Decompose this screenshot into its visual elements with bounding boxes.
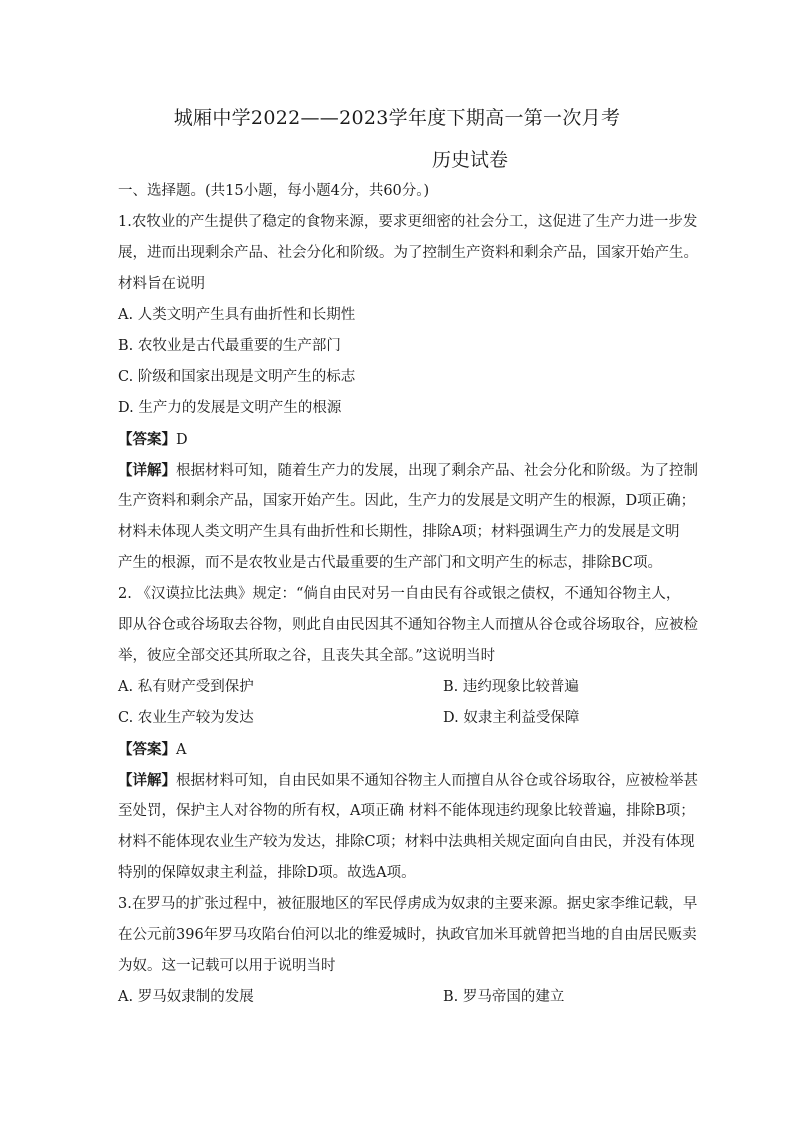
analysis-text: 根据材料可知，自由民如果不通知谷物主人而擅自从谷仓或谷场取谷，应被检举甚 <box>176 773 698 789</box>
q2-answer <box>118 741 186 759</box>
exam-title: 城厢中学2022——2023学年度下期高一第一次月考 <box>173 107 621 129</box>
q1-stem-line: 1.农牧业的产生提供了稳定的食物来源，要求更细密的社会分工，这促进了生产力进一步发 <box>118 214 698 230</box>
section-heading: 一、选择题。(共15小题，每小题4分，共60分。) <box>118 183 430 199</box>
q3-stem-line: 为奴。这一记载可以用于说明当时 <box>118 958 336 974</box>
q2-analysis-line: 特别的保障奴隶主利益，排除D项。故选A项。 <box>118 865 416 881</box>
q3-option-a: A. 罗马奴隶制的发展 <box>118 989 254 1005</box>
q2-option-c: C. 农业生产较为发达 <box>118 710 254 726</box>
analysis-label: 【详解】 <box>118 462 176 479</box>
analysis-text: 根据材料可知，随着生产力的发展，出现了剩余产品、社会分化和阶级。为了控制 <box>176 463 698 479</box>
q1-stem-line: 材料旨在说明 <box>118 276 205 292</box>
q2-option-a: A. 私有财产受到保护 <box>118 679 254 695</box>
q1-analysis-line: 产生的根源，而不是农牧业是古代最重要的生产部门和文明产生的标志，排除BC项。 <box>118 555 663 571</box>
q2-option-d: D. 奴隶主利益受保障 <box>443 710 580 726</box>
answer-label: 【答案】 <box>118 741 176 758</box>
q3-stem-line: 3.在罗马的扩张过程中，被征服地区的军民俘虏成为奴隶的主要来源。据史家李维记载，早 <box>118 896 698 912</box>
exam-subtitle: 历史试卷 <box>432 149 509 171</box>
q1-stem-line: 展，进而出现剩余产品、社会分化和阶级。为了控制生产资料和剩余产品，国家开始产生。 <box>118 245 698 261</box>
q2-analysis-line: 材料不能体现农业生产较为发达，排除C项；材料中法典相关规定面向自由民，并没有体现 <box>118 834 695 850</box>
q1-analysis-line: 生产资料和剩余产品，国家开始产生。因此，生产力的发展是文明产生的根源，D项正确； <box>118 493 696 509</box>
q1-analysis-line <box>118 462 698 480</box>
q1-answer <box>118 431 188 449</box>
q2-stem-line: 举，彼应全部交还其所取之谷，且丧失其全部。”这说明当时 <box>118 648 496 664</box>
q2-stem-line: 即从谷仓或谷场取去谷物，则此自由民因其不通知谷物主人而擅从谷仓或谷场取谷，应被检 <box>118 617 698 633</box>
q3-option-b: B. 罗马帝国的建立 <box>443 989 565 1005</box>
answer-label: 【答案】 <box>118 431 176 448</box>
q2-stem-line: 2. 《汉谟拉比法典》规定：“倘自由民对另一自由民有谷或银之债权，不通知谷物主人， <box>118 586 681 602</box>
q2-analysis-line: 至处罚，保护主人对谷物的所有权，A项正确 材料不能体现违约现象比较普遍，排除B项； <box>118 803 695 819</box>
q3-stem-line: 在公元前396年罗马攻陷台伯河以北的维爱城时，执政官加米耳就曾把当地的自由居民贩卖 <box>118 927 697 943</box>
q1-option-b: B. 农牧业是古代最重要的生产部门 <box>118 338 341 354</box>
answer-value: A <box>176 742 187 758</box>
q1-option-a: A. 人类文明产生具有曲折性和长期性 <box>118 307 356 323</box>
q1-option-c: C. 阶级和国家出现是文明产生的标志 <box>118 369 356 385</box>
q2-option-b: B. 违约现象比较普遍 <box>443 679 579 695</box>
q2-analysis-line <box>118 772 698 790</box>
q1-analysis-line: 材料未体现人类文明产生具有曲折性和长期性，排除A项；材料强调生产力的发展是文明 <box>118 524 680 540</box>
q1-option-d: D. 生产力的发展是文明产生的根源 <box>118 400 342 416</box>
analysis-label: 【详解】 <box>118 772 176 789</box>
answer-value: D <box>176 432 188 448</box>
